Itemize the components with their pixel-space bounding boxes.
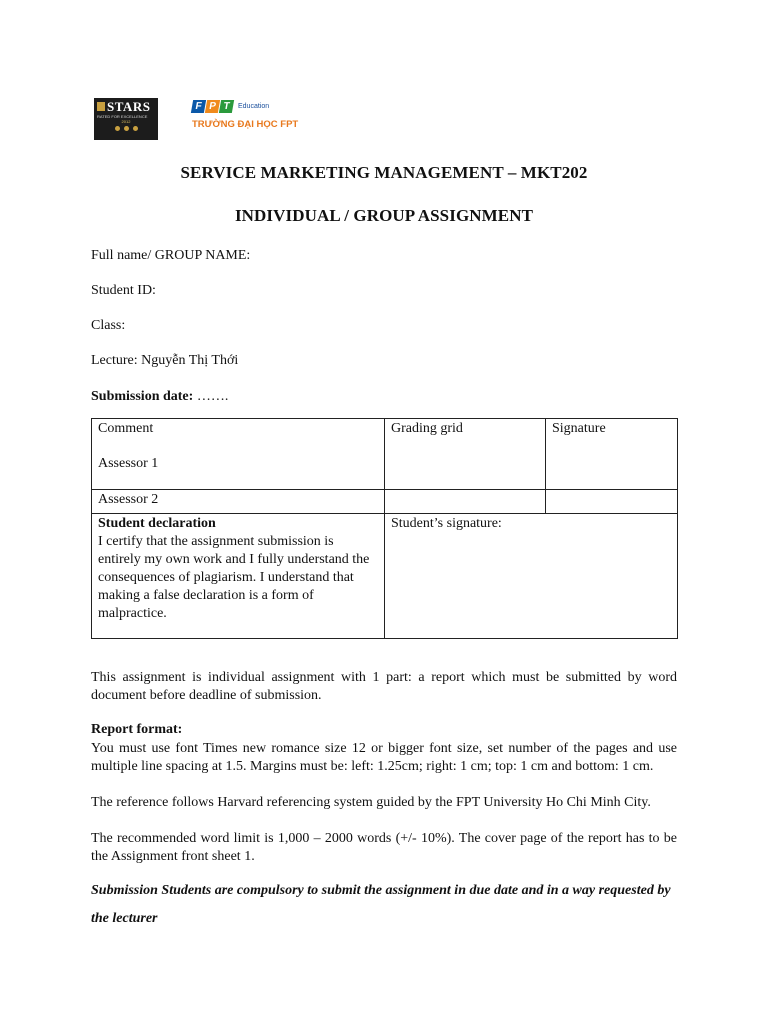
word-limit-paragraph: The recommended word limit is 1,000 – 2000 words (+/- 10%). The cover page of the report has to be the Assignment front sheet 1. <box>91 831 677 864</box>
stars-logo <box>94 98 158 140</box>
fpt-logo <box>192 100 302 140</box>
assessor-2-signature-cell <box>545 489 678 514</box>
signature-label: Signature <box>552 421 606 436</box>
intro-paragraph: This assignment is individual assignment with 1 part: a report which must be submitted by word document before deadline of submission. <box>91 670 677 703</box>
signature-cell <box>545 418 678 490</box>
lecture-field: Lecture: Nguyễn Thị Thới <box>91 353 239 368</box>
assessor-1-label: Assessor 1 <box>98 456 159 471</box>
fpt-logo-education: Education <box>238 103 270 110</box>
grading-grid-cell <box>384 418 546 490</box>
student-id-field: Student ID: <box>91 283 156 298</box>
document-title: SERVICE MARKETING MANAGEMENT – MKT202 <box>180 163 588 182</box>
stars-logo-subtitle: RATED FOR EXCELLENCE <box>97 114 148 119</box>
student-declaration-cell <box>91 513 385 639</box>
assessor-2-grade-cell <box>384 489 546 514</box>
reference-paragraph: The reference follows Harvard referencing system guided by the FPT University Ho Chi Minh City. <box>91 795 651 810</box>
student-signature-cell <box>384 513 678 639</box>
comment-label: Comment <box>98 421 154 436</box>
full-name-field: Full name/ GROUP NAME: <box>91 248 251 263</box>
fpt-logo-letter-p: P <box>205 100 220 113</box>
assessment-table <box>91 418 678 639</box>
stars-logo-year: 2012 <box>121 119 131 124</box>
stars-logo-word: STARS <box>107 99 151 114</box>
assessor-2-label: Assessor 2 <box>98 492 159 507</box>
fpt-logo-school-name: TRƯỜNG ĐẠI HỌC FPT <box>192 119 299 130</box>
submission-date-value: ……. <box>193 389 229 404</box>
fpt-logo-letter-f: F <box>191 100 206 113</box>
assessor-2-cell <box>91 489 385 514</box>
submission-date-label: Submission date: <box>91 389 194 404</box>
stars-mark-icon <box>97 102 105 111</box>
student-declaration-text: I certify that the assignment submission is entirely my own work and I fully understand the consequences of plagiarism. I understand that making a false declaration is a form of malpractice. <box>98 534 370 621</box>
document-subtitle: INDIVIDUAL / GROUP ASSIGNMENT <box>234 206 534 225</box>
stars-rating-icon <box>97 126 155 131</box>
fpt-logo-letter-t: T <box>219 100 234 113</box>
report-format-paragraph: You must use font Times new romance size 12 or bigger font size, set number of the pages and use multiple line spacing at 1.5. Margins must be: left: 1.25cm; right: 1 cm; top: 1 cm and bottom: 1 cm. <box>91 741 677 774</box>
grading-grid-label: Grading grid <box>391 421 463 436</box>
report-format-heading: Report format: <box>91 722 183 737</box>
student-declaration-title: Student declaration <box>98 516 216 531</box>
submission-note: Submission Students are compulsory to submit the assignment in due date and in a way requested by the lecturer <box>91 883 671 926</box>
submission-date-field <box>91 389 228 405</box>
student-signature-label: Student’s signature: <box>391 516 502 531</box>
comment-cell <box>91 418 385 490</box>
class-field: Class: <box>91 318 126 333</box>
